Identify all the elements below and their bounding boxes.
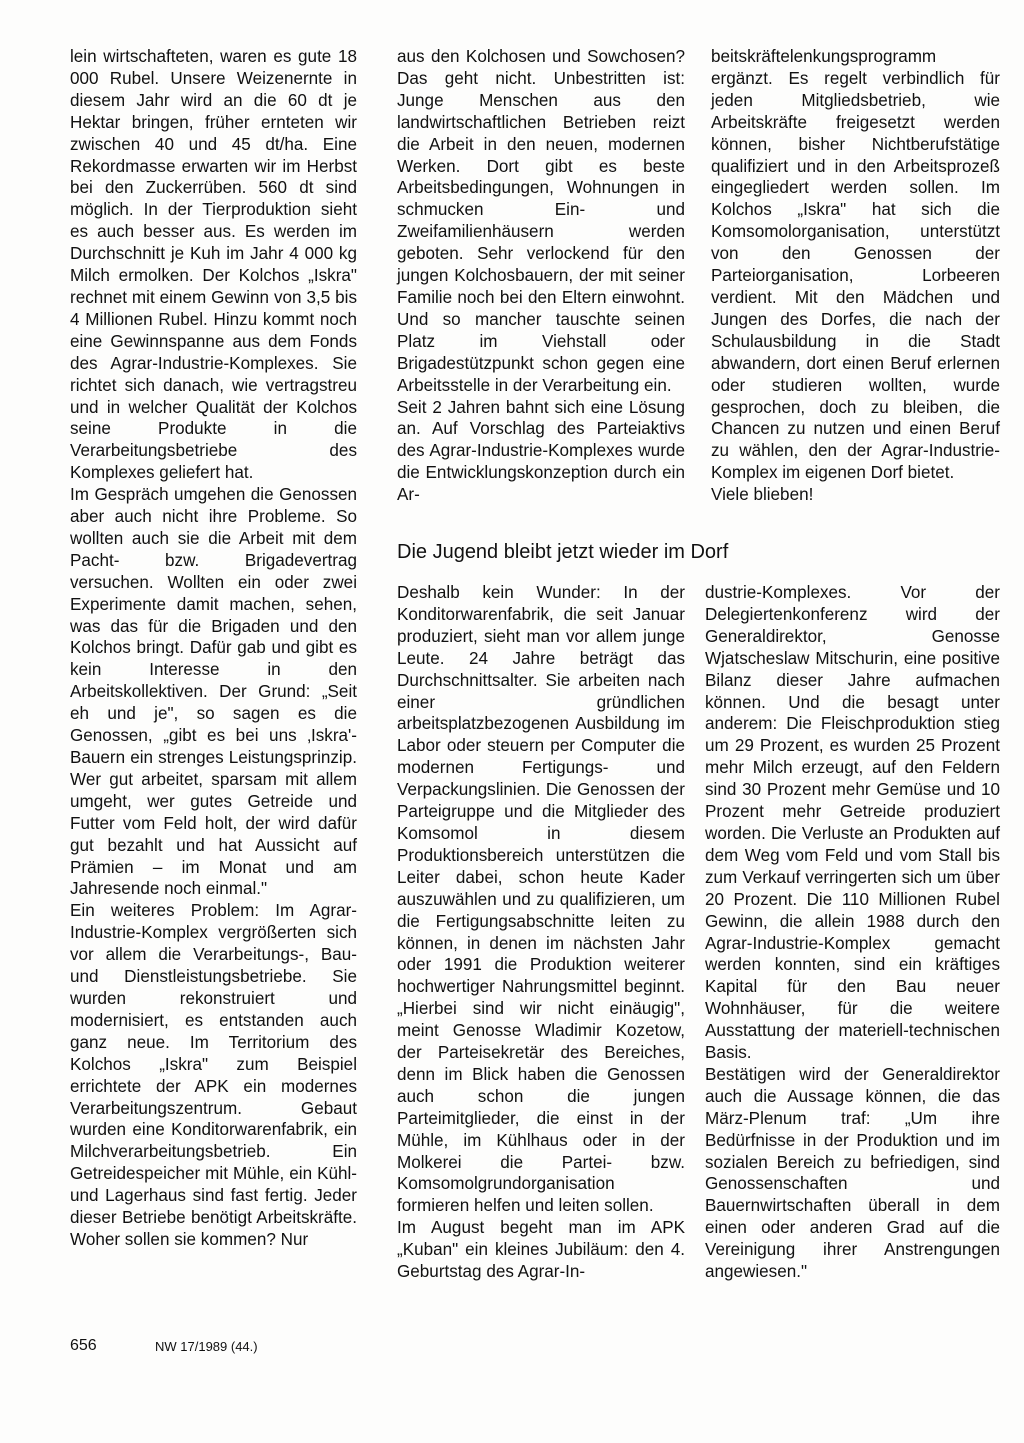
section-heading: Die Jugend bleibt jetzt wieder im Dorf <box>397 541 729 563</box>
paragraph: dustrie-Komplexes. Vor der Delegiertenkonferenz wird der Generaldirektor, Genosse Wjatscheslaw Mitschurin, eine positive Bilanz dieser Jahre aufmachen können. Und die besagt unter anderem: Die Fleischproduktion stieg um 29 Prozent, es wurden 25 Prozent mehr Milch erzeugt, auf den Feldern sind 30 Prozent mehr Gemüse und 10 Prozent mehr Getreide produziert worden. Die Verluste an Produkten auf dem Weg vom Feld und vom Stall bis zum Verkauf verringerten sich um über 20 Prozent. Die 110 Millionen Rubel Gewinn, die allein 1988 durch den Agrar-Industrie-Komplex gemacht werden konnten, sind ein kräftiges Kapital für den Bau neuer Wohnhäuser, für die weitere Ausstattung der materiell-technischen Basis. <box>705 583 1000 1063</box>
paragraph: Bestätigen wird der Generaldirektor auch die Aussage können, die das März-Plenum traf: „Um ihre Bedürfnisse in der Produktion und im sozialen Bereich zu befriedigen, sind Genossenschaften und Bauernwirtschaften überall in dem einen oder anderen Grad auf die Vereinigung ihrer Anstrengungen angewiesen." <box>705 1064 1000 1282</box>
paragraph: Viele blieben! <box>711 485 814 505</box>
paragraph: Ein weiteres Problem: Im Agrar-Industrie-Komplex vergrößerten sich vor allem die Verarbeitungs-, Bau- und Dienstleistungsbetriebe. Sie wurden rekonstruiert und modernisiert, es entstanden auch ganz neue. Im Territorium des Kolchos „Iskra" zum Beispiel errichtete der APK ein modernes Verarbeitungszentrum. Gebaut wurden eine Konditorwarenfabrik, ein Milchverarbeitungsbetrieb. Ein Getreidespeicher mit Mühle, ein Kühl- und Lagerhaus sind fast fertig. Jeder dieser Betriebe benötigt Arbeitskräfte. Woher sollen sie kommen? Nur <box>70 901 357 1249</box>
article-column-2-top <box>397 46 685 506</box>
article-column-2-bottom <box>397 582 685 1283</box>
article-column-3-top <box>711 46 1000 506</box>
page-number: 656 <box>70 1337 97 1354</box>
paragraph: aus den Kolchosen und Sowchosen? Das geht nicht. Unbestritten ist: Junge Menschen aus den landwirtschaftlichen Betrieben reizt die Arbeit in den neuen, modernen Werken. Dort gibt es beste Arbeitsbedingungen, Wohnungen in schmucken Ein- und Zweifamilienhäusern werden geboten. Sehr verlockend für den jungen Kolchosbauern, der mit seiner Familie noch bei den Eltern einwohnt. Und so mancher tauschte seinen Platz im Viehstall oder Brigadestützpunkt schon gegen eine Arbeitsstelle in der Verarbeitung ein. <box>397 47 685 395</box>
paragraph: Seit 2 Jahren bahnt sich eine Lösung an. Auf Vorschlag des Parteiaktivs des Agrar-Industrie-Komplexes wurde die Entwicklungskonzeption durch ein Ar- <box>397 397 685 505</box>
issue-label: NW 17/1989 (44.) <box>155 1339 258 1354</box>
paragraph: beitskräftelenkungsprogramm ergänzt. Es regelt verbindlich für jeden Mitgliedsbetrieb, wie Arbeitskräfte freigesetzt werden können, bisher Nichtberufstätige qualifiziert und in den Arbeitsprozeß eingegliedert werden sollen. Im Kolchos „Iskra" hat sich die Komsomolorganisation, unterstützt von den Genossen der Parteiorganisation, Lorbeeren verdient. Mit den Mädchen und Jungen des Dorfes, die nach der Schulausbildung in die Stadt abwandern, dort einen Beruf erlernen oder studieren wollten, wurde gesprochen, doch zu bleiben, die Chancen zu nutzen und einen Beruf zu wählen, den der Agrar-Industrie-Komplex im eigenen Dorf bietet. <box>711 47 1000 483</box>
paragraph: Im Gespräch umgehen die Genossen aber auch nicht ihre Probleme. So wollten auch sie die Arbeit mit dem Pacht- bzw. Brigadevertrag versuchen. Wollten ein oder zwei Experimente damit machen, sehen, was das für die Brigaden und den Kolchos bringt. Dafür gab und gibt es kein Interesse in den Arbeitskollektiven. Der Grund: „Seit eh und je", so sagen es die Genossen, „gibt es bei uns ‚Iskra'-Bauern ein strenges Leistungsprinzip. Wer gut arbeitet, sparsam mit allem umgeht, wer gutes Getreide und Futter vom Feld holt, der wird dafür gut bezahlt und hat Aussicht auf Prämien – im Monat und am Jahresende noch einmal." <box>70 485 357 899</box>
paragraph: Deshalb kein Wunder: In der Konditorwarenfabrik, die seit Januar produziert, sieht man vor allem junge Leute. 24 Jahre beträgt das Durchschnittsalter. Sie arbeiten nach einer gründlichen arbeitsplatzbezogenen Ausbildung im Labor oder steuern per Computer die modernen Fertigungs- und Verpackungslinien. Die Genossen der Parteigruppe und die Mitglieder des Komsomol in diesem Produktionsbereich unterstützen die Leiter dabei, schon heute Kader auszuwählen und zu qualifizieren, um die Fertigungsabschnitte leiten zu können, in denen im nächsten Jahr oder 1991 die Produktion weiterer hochwertiger Nahrungsmittel beginnt. „Hierbei sind wir nicht einäugig", meint Genosse Wladimir Kozetow, der Parteisekretär des Bereiches, denn im Blick haben die Genossen auch schon die jungen Parteimitglieder, die einst in der Mühle, im Kühlhaus oder in der Molkerei die Partei- bzw. Komsomolgrundorganisation formieren helfen und leiten sollen. <box>397 583 685 1216</box>
paragraph: Im August begeht man im APK „Kuban" ein kleines Jubiläum: den 4. Geburtstag des Agrar-In- <box>397 1218 685 1282</box>
article-column-3-bottom <box>705 582 1000 1283</box>
paragraph: lein wirtschafteten, waren es gute 18 000 Rubel. Unsere Weizenernte in diesem Jahr wird an die 60 dt je Hektar bringen, früher ernteten wir zwischen 40 und 45 dt/ha. Eine Rekordmasse erwarten wir im Herbst bei den Zuckerrüben. 560 dt sind möglich. In der Tierproduktion sieht es auch besser aus. Es werden im Durchschnitt je Kuh im Jahr 4 000 kg Milch ermolken. Der Kolchos „Iskra" rechnet mit einem Gewinn von 3,5 bis 4 Millionen Rubel. Hinzu kommt noch eine Gewinnspanne aus dem Fonds des Agrar-Industrie-Komplexes. Sie richtet sich danach, wie vertragstreu und in welcher Qualität der Kolchos seine Produkte in die Verarbeitungsbetriebe des Komplexes geliefert hat. <box>70 47 357 483</box>
article-column-1 <box>70 46 357 1251</box>
